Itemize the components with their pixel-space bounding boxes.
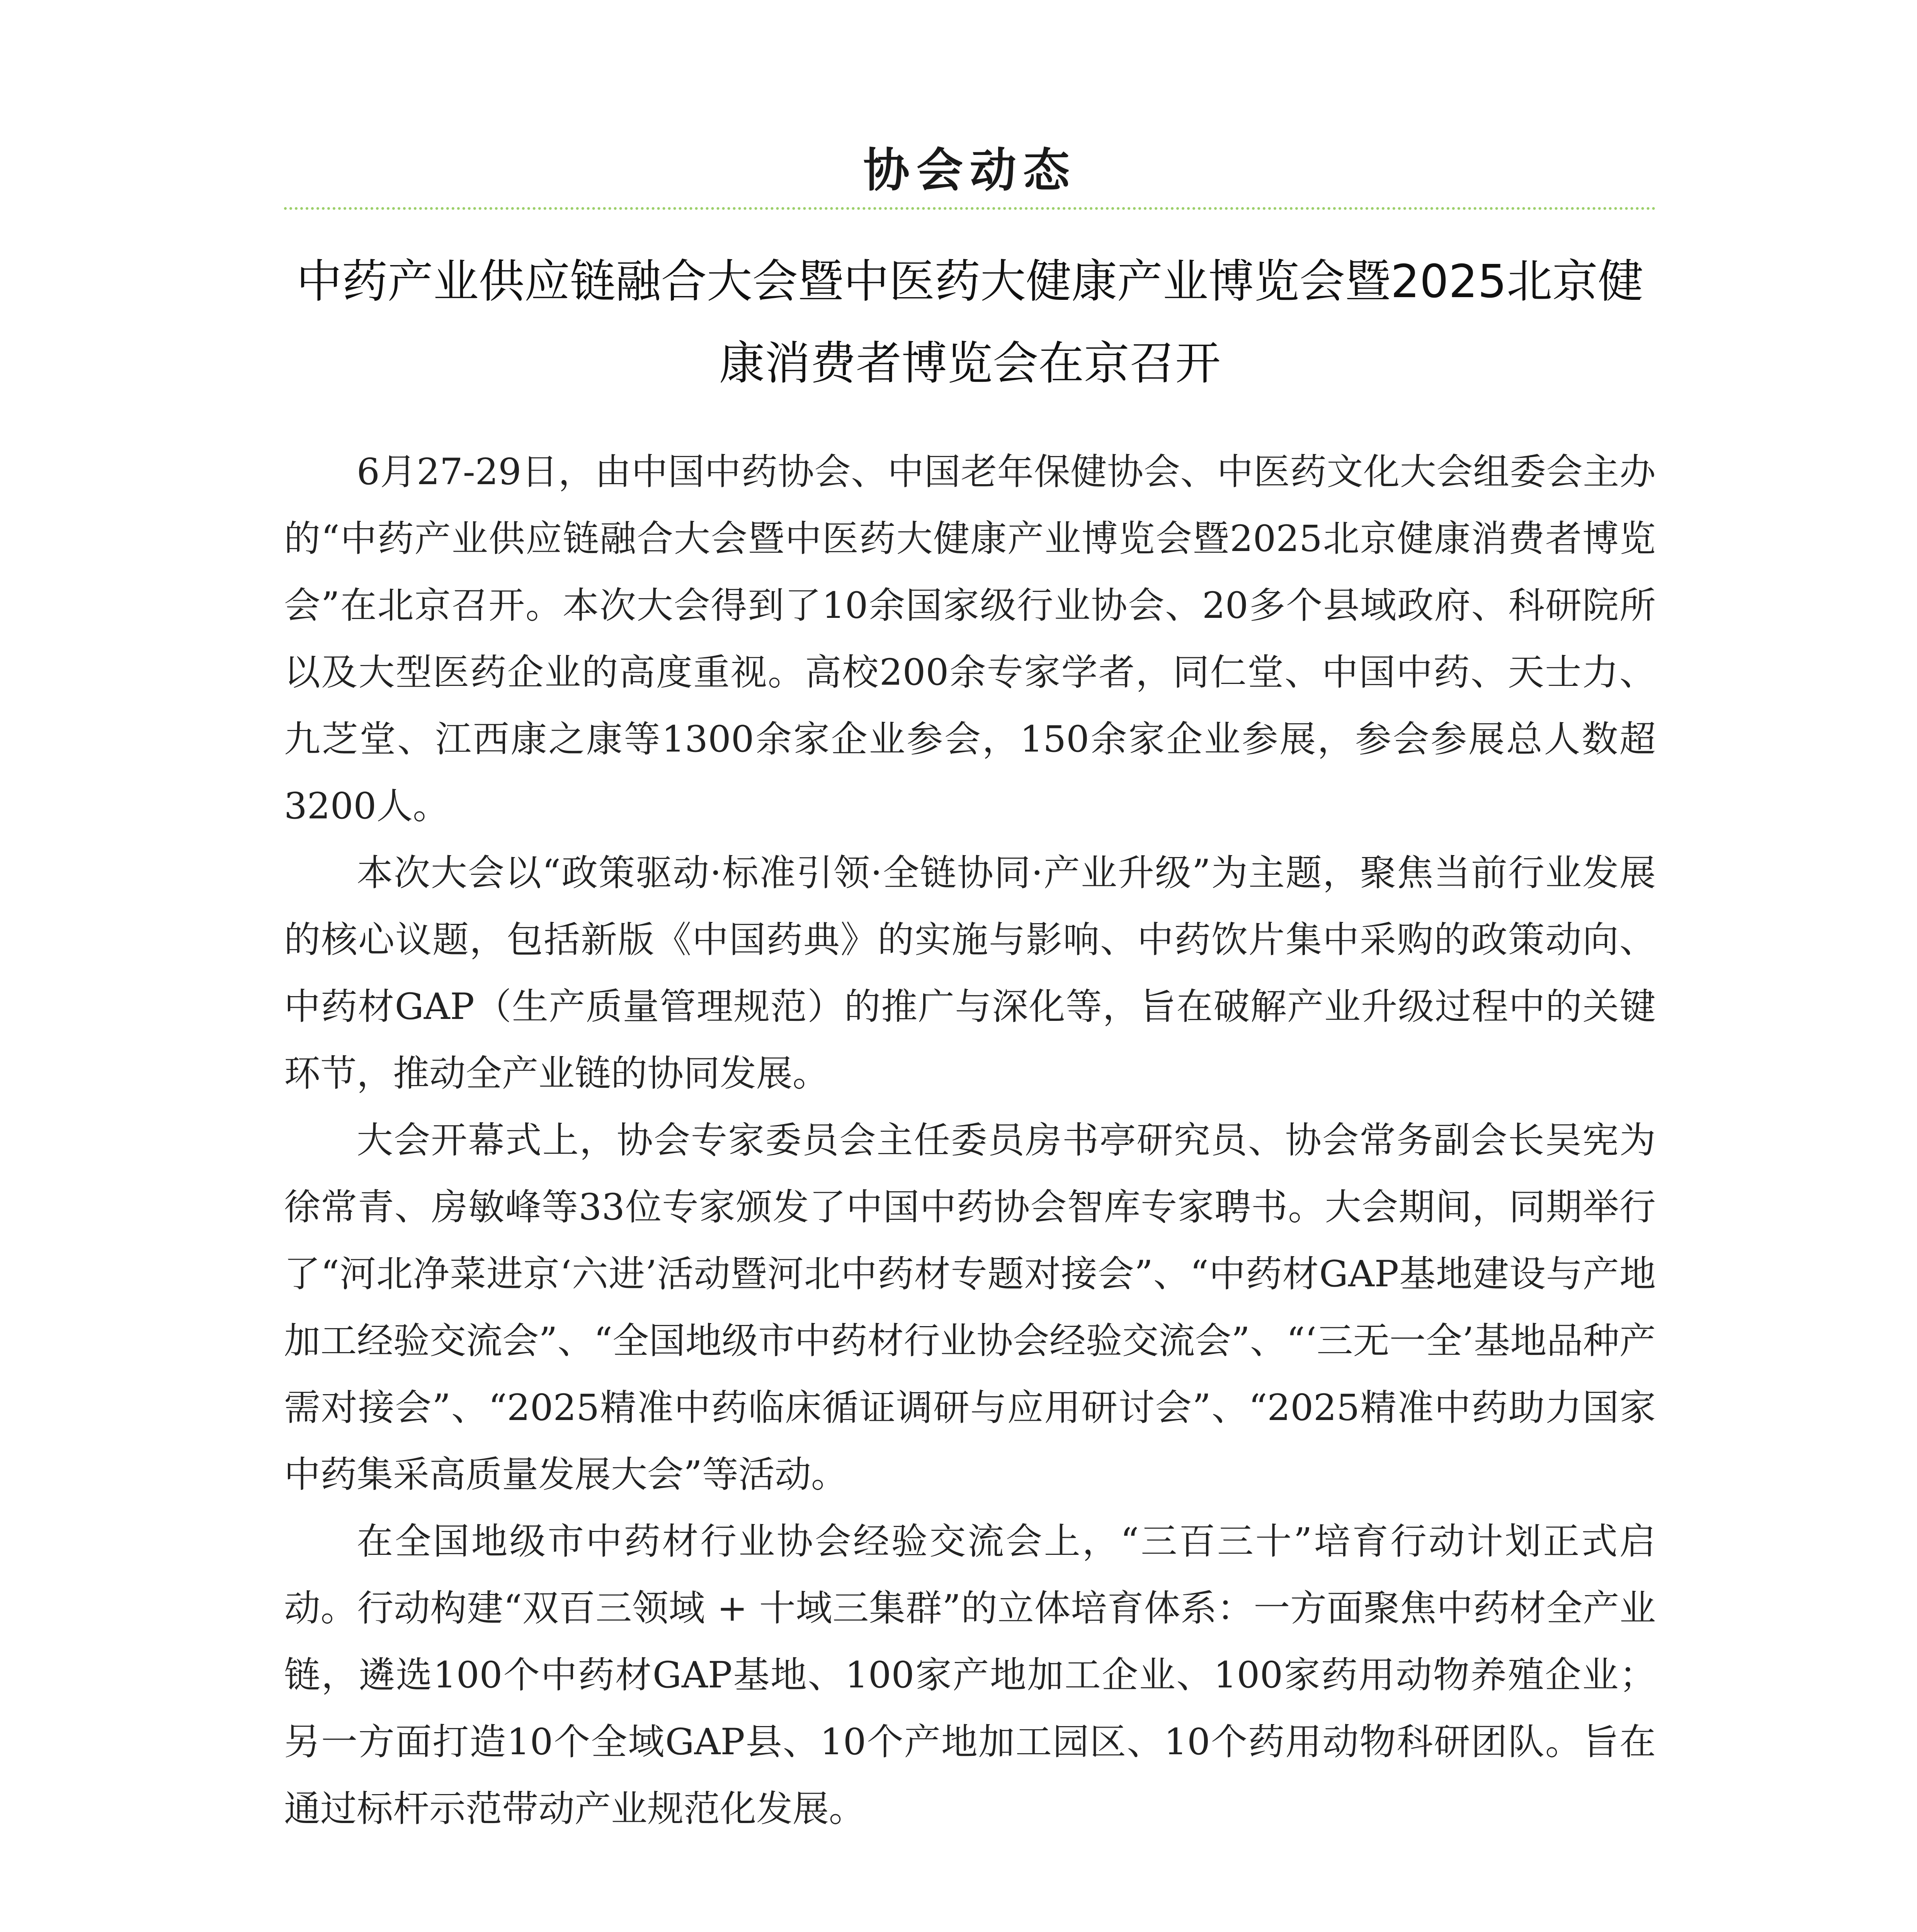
article-paragraph: 本次大会以“政策驱动·标准引领·全链协同·产业升级”为主题，聚焦当前行业发展的核心议题，包括新版《中国药典》的实施与影响、中药饮片集中采购的政策动向、中药材GAP（生产质量管理规范）的推广与深化等，旨在破解产业升级过程中的关键环节，推动全产业链的协同发展。 [284,852,1656,1095]
article-body [284,439,1656,1842]
article-paragraph: 6月27-29日，由中国中药协会、中国老年保健协会、中医药文化大会组委会主办的“中药产业供应链融合大会暨中医药大健康产业博览会暨2025北京健康消费者博览会”在北京召开。本次大会得到了10余国家级行业协会、20多个县域政府、科研院所以及大型医药企业的高度重视。高校200余专家学者，同仁堂、中国中药、天士力、九芝堂、江西康之康等1300余家企业参会，150余家企业参展，参会参展总人数超3200人。 [284,451,1656,827]
article-title: 中药产业供应链融合大会暨中医药大健康产业博览会暨2025北京健康消费者博览会在京召开 [296,255,1644,390]
header-divider [284,207,1656,210]
article-paragraph: 大会开幕式上，协会专家委员会主任委员房书亭研究员、协会常务副会长吴宪为徐常青、房敏峰等33位专家颁发了中国中药协会智库专家聘书。大会期间，同期举行了“河北净菜进京‘六进’活动暨河北中药材专题对接会”、“中药材GAP基地建设与产地加工经验交流会”、“全国地级市中药材行业协会经验交流会”、“‘三无一全’基地品种产需对接会”、“2025精准中药临床循证调研与应用研讨会”、“2025精准中药助力国家中药集采高质量发展大会”等活动。 [284,1119,1656,1496]
section-header: 协会动态 [863,143,1077,197]
article-paragraph: 在全国地级市中药材行业协会经验交流会上，“三百三十”培育行动计划正式启动。行动构建“双百三领域 + 十域三集群”的立体培育体系：一方面聚焦中药材全产业链，遴选100个中药材GAP基地、100家产地加工企业、100家药用动物养殖企业；另一方面打造10个全域GAP县、10个产地加工园区、10个药用动物科研团队。旨在通过标杆示范带动产业规范化发展。 [284,1520,1656,1830]
